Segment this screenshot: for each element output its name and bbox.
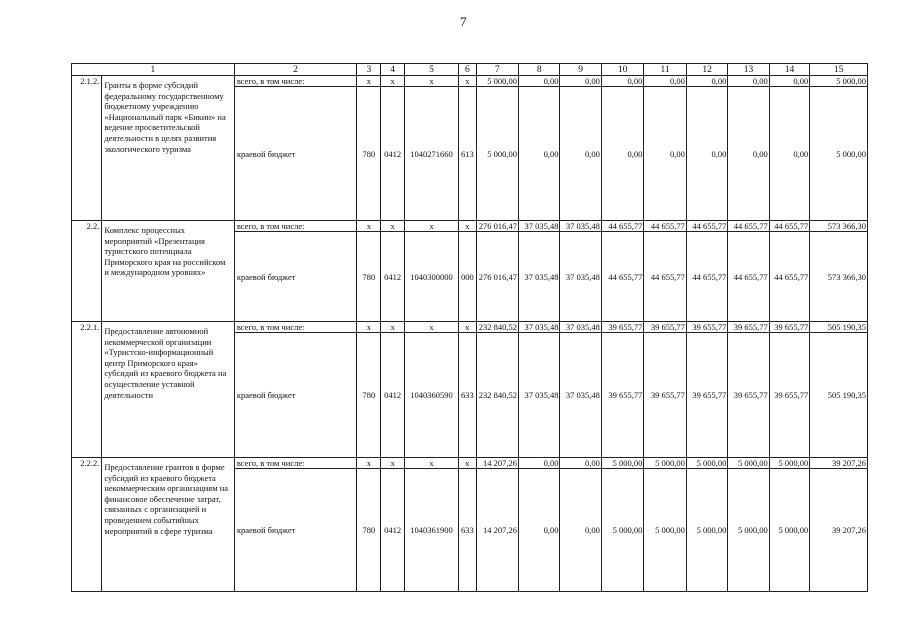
amount-cell: 37 035,48 — [560, 322, 601, 333]
code-cell: 1040360590 — [404, 333, 459, 458]
source-label: краевой бюджет — [234, 87, 356, 221]
header-cell: 7 — [476, 64, 518, 76]
amount-cell: 573 366,30 — [810, 221, 868, 232]
amount-cell: 5 000,00 — [769, 458, 809, 469]
code-cell: 0412 — [381, 469, 404, 592]
header-cell: 13 — [728, 64, 769, 76]
amount-cell: 44 655,77 — [769, 232, 809, 322]
section-number: 2.2.1. — [72, 322, 102, 458]
amount-cell: 5 000,00 — [644, 469, 686, 592]
header-row — [72, 64, 868, 76]
amount-cell: 0,00 — [644, 87, 686, 221]
code-cell: 780 — [357, 469, 381, 592]
code-cell: 1040361900 — [404, 469, 459, 592]
budget-table — [71, 63, 868, 592]
code-cell: x — [381, 76, 404, 87]
amount-cell: 44 655,77 — [644, 232, 686, 322]
code-cell: x — [381, 458, 404, 469]
code-cell: x — [381, 322, 404, 333]
section-number: 2.2. — [72, 221, 102, 322]
header-cell: 3 — [357, 64, 381, 76]
amount-cell: 39 655,77 — [601, 322, 643, 333]
code-cell: 613 — [459, 87, 476, 221]
amount-cell: 37 035,48 — [518, 232, 559, 322]
header-cell: 12 — [686, 64, 727, 76]
amount-cell: 37 035,48 — [518, 221, 559, 232]
header-cell: 2 — [234, 64, 356, 76]
code-cell: 780 — [357, 232, 381, 322]
amount-cell: 232 840,52 — [476, 333, 518, 458]
amount-cell: 5 000,00 — [810, 76, 868, 87]
amount-cell: 5 000,00 — [728, 458, 769, 469]
amount-cell: 5 000,00 — [601, 469, 643, 592]
section-number: 2.1.2. — [72, 76, 102, 221]
amount-cell: 44 655,77 — [769, 221, 809, 232]
source-label: всего, в том числе: — [234, 221, 356, 232]
amount-cell: 37 035,48 — [518, 333, 559, 458]
code-cell: x — [357, 322, 381, 333]
section-name: Предоставление автономной некоммерческой организации «Туристско-информационный центр Приморского края» субсидий из краевого бюджета на осуществление уставной деятельности — [102, 322, 234, 458]
code-cell: 000 — [459, 232, 476, 322]
code-cell: 633 — [459, 469, 476, 592]
amount-cell: 0,00 — [686, 87, 727, 221]
section-name: Комплекс процессных мероприятий «Презентация туристского потенциала Приморского края на российском и международном уровнях» — [102, 221, 234, 322]
page-number: 7 — [460, 14, 467, 29]
code-cell: 780 — [357, 87, 381, 221]
code-cell: 0412 — [381, 232, 404, 322]
amount-cell: 44 655,77 — [601, 221, 643, 232]
amount-cell: 37 035,48 — [560, 232, 601, 322]
amount-cell: 44 655,77 — [686, 221, 727, 232]
code-cell: x — [459, 458, 476, 469]
amount-cell: 0,00 — [686, 76, 727, 87]
amount-cell: 0,00 — [728, 76, 769, 87]
total-row — [72, 322, 868, 333]
code-cell: x — [357, 76, 381, 87]
amount-cell: 0,00 — [728, 87, 769, 221]
header-cell: 11 — [644, 64, 686, 76]
header-cell: 8 — [518, 64, 559, 76]
amount-cell: 37 035,48 — [560, 333, 601, 458]
amount-cell: 39 207,26 — [810, 469, 868, 592]
amount-cell: 39 655,77 — [769, 322, 809, 333]
amount-cell: 0,00 — [769, 76, 809, 87]
code-cell: x — [381, 221, 404, 232]
amount-cell: 573 366,30 — [810, 232, 868, 322]
total-row — [72, 458, 868, 469]
amount-cell: 0,00 — [518, 76, 559, 87]
amount-cell: 37 035,48 — [560, 221, 601, 232]
header-cell: 10 — [601, 64, 643, 76]
amount-cell: 0,00 — [560, 76, 601, 87]
source-label: всего, в том числе: — [234, 458, 356, 469]
amount-cell: 39 655,77 — [728, 333, 769, 458]
amount-cell: 0,00 — [601, 76, 643, 87]
header-cell: 9 — [560, 64, 601, 76]
code-cell: x — [404, 458, 459, 469]
amount-cell: 39 655,77 — [769, 333, 809, 458]
amount-cell: 0,00 — [518, 458, 559, 469]
header-cell: 6 — [459, 64, 476, 76]
header-cell: 1 — [72, 64, 235, 76]
amount-cell: 0,00 — [644, 76, 686, 87]
amount-cell: 232 840,52 — [476, 322, 518, 333]
source-label: всего, в том числе: — [234, 322, 356, 333]
header-cell: 5 — [404, 64, 459, 76]
code-cell: x — [404, 221, 459, 232]
code-cell: x — [357, 458, 381, 469]
amount-cell: 39 655,77 — [686, 333, 727, 458]
amount-cell: 276 016,47 — [476, 232, 518, 322]
header-cell: 15 — [810, 64, 868, 76]
amount-cell: 39 655,77 — [601, 333, 643, 458]
header-cell: 4 — [381, 64, 404, 76]
section-name: Гранты в форме субсидий федеральному государственному бюджетному учреждению «Национальный парк «Бикин» на ведение просветительской деятельности в целях развития экологического туризма — [102, 76, 234, 221]
amount-cell: 505 190,35 — [810, 322, 868, 333]
code-cell: 0412 — [381, 333, 404, 458]
code-cell: 0412 — [381, 87, 404, 221]
code-cell: x — [459, 221, 476, 232]
amount-cell: 5 000,00 — [728, 469, 769, 592]
header-cell: 14 — [769, 64, 809, 76]
amount-cell: 0,00 — [560, 87, 601, 221]
amount-cell: 0,00 — [560, 469, 601, 592]
amount-cell: 5 000,00 — [476, 87, 518, 221]
code-cell: 780 — [357, 333, 381, 458]
amount-cell: 5 000,00 — [686, 469, 727, 592]
code-cell: x — [357, 221, 381, 232]
amount-cell: 5 000,00 — [810, 87, 868, 221]
code-cell: 633 — [459, 333, 476, 458]
source-label: краевой бюджет — [234, 469, 356, 592]
code-cell: 1040271660 — [404, 87, 459, 221]
total-row — [72, 76, 868, 87]
amount-cell: 0,00 — [601, 87, 643, 221]
code-cell: x — [404, 322, 459, 333]
amount-cell: 5 000,00 — [686, 458, 727, 469]
source-label: краевой бюджет — [234, 232, 356, 322]
section-number: 2.2.2. — [72, 458, 102, 592]
section-name: Предоставление грантов в форме субсидий из краевого бюджета некоммерческим организациям на финансовое обеспечение затрат, связанных с организацией и проведением событийных мероприятий в сфере туризма — [102, 458, 234, 592]
source-label: всего, в том числе: — [234, 76, 356, 87]
amount-cell: 39 655,77 — [644, 333, 686, 458]
amount-cell: 39 207,26 — [810, 458, 868, 469]
amount-cell: 14 207,26 — [476, 469, 518, 592]
amount-cell: 39 655,77 — [686, 322, 727, 333]
amount-cell: 39 655,77 — [644, 322, 686, 333]
amount-cell: 39 655,77 — [728, 322, 769, 333]
amount-cell: 0,00 — [518, 469, 559, 592]
amount-cell: 5 000,00 — [769, 469, 809, 592]
code-cell: x — [459, 322, 476, 333]
amount-cell: 505 190,35 — [810, 333, 868, 458]
total-row — [72, 221, 868, 232]
code-cell: 1040300000 — [404, 232, 459, 322]
amount-cell: 5 000,00 — [476, 76, 518, 87]
amount-cell: 0,00 — [518, 87, 559, 221]
amount-cell: 276 016,47 — [476, 221, 518, 232]
amount-cell: 14 207,26 — [476, 458, 518, 469]
code-cell: x — [459, 76, 476, 87]
amount-cell: 44 655,77 — [728, 221, 769, 232]
amount-cell: 44 655,77 — [728, 232, 769, 322]
amount-cell: 37 035,48 — [518, 322, 559, 333]
source-label: краевой бюджет — [234, 333, 356, 458]
amount-cell: 44 655,77 — [686, 232, 727, 322]
amount-cell: 0,00 — [560, 458, 601, 469]
amount-cell: 44 655,77 — [601, 232, 643, 322]
amount-cell: 0,00 — [769, 87, 809, 221]
amount-cell: 44 655,77 — [644, 221, 686, 232]
amount-cell: 5 000,00 — [644, 458, 686, 469]
code-cell: x — [404, 76, 459, 87]
amount-cell: 5 000,00 — [601, 458, 643, 469]
